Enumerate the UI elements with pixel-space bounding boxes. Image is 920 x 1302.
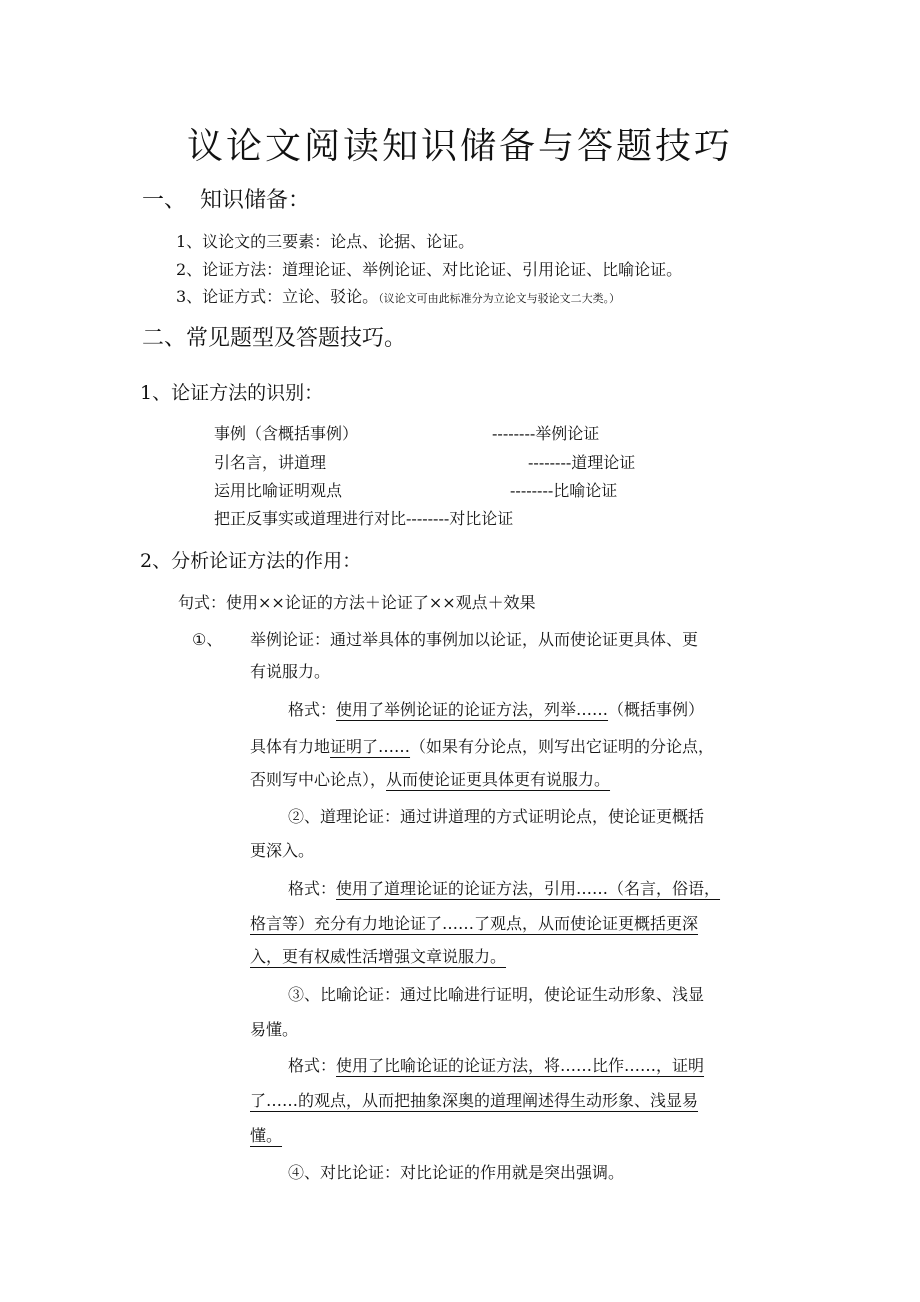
method-row-example: 事例（含概括事例） [214,424,359,443]
section-1-title: 知识储备： [200,188,311,213]
reason-desc-line-2: 更深入。 [250,841,315,860]
metaphor-format-line-2: 了……的观点，从而把抽象深奥的道理阐述得生动形象、浅显易 [250,1091,699,1110]
example-format-line-2 [250,734,714,757]
example-format-text-3a: 否则写中心论点）， [250,770,387,789]
reason-format-underlined-1: 使用了道理论证的论证方法，引用……（名言，俗语， [336,879,721,898]
example-format-text-2a: 具体有力地 [250,737,331,756]
method-row-reason: 引名言，讲道理 [214,453,327,472]
reason-format-line-2: 格言等）充分有力地论证了……了观点，从而使论证更概括更深 [250,914,699,933]
method-row-reason-answer: --------道理论证 [528,453,636,472]
metaphor-format-line-3: 懂。 [250,1126,283,1145]
method-row-metaphor: 运用比喻证明观点 [214,481,343,500]
section-1-number: 一、 [142,188,187,213]
method-row-example-answer: --------举例论证 [492,424,600,443]
example-format-text-2b: （如果有分论点，则写出它证明的分论点， [410,737,715,756]
example-format-underlined-3: 从而使论证更具体更有说服力。 [386,770,611,789]
example-format-underlined-1: 使用了举例论证的论证方法，列举…… [336,700,609,719]
reason-format-line-3: 入，更有权威性活增强文章说服力。 [250,947,507,966]
knowledge-item-1: 1、议论文的三要素：论点、论据、论证。 [176,232,475,251]
metaphor-desc-line-1: ③、比喻论证：通过比喻进行证明，使论证生动形象、浅显 [288,985,705,1004]
metaphor-desc-line-2: 易懂。 [250,1020,299,1039]
reason-format-line-1 [288,876,720,899]
example-desc-line-2: 有说服力。 [250,662,331,681]
format-label: 格式： [288,879,337,898]
section-2-heading: 二、常见题型及答题技巧。 [142,326,407,351]
method-row-contrast: 把正反事实或道理进行对比--------对比论证 [214,509,514,528]
knowledge-item-3-note: （议论文可由此标准分为立论文与驳论文二大类。） [378,292,621,305]
page-title: 议论文阅读知识储备与答题技巧 [186,126,733,167]
example-desc-line-1: 举例论证：通过举具体的事例加以论证，从而使论证更具体、更 [250,630,699,649]
knowledge-item-3 [176,284,620,307]
metaphor-format-line-1 [288,1053,704,1076]
section-1-heading [142,183,310,214]
example-format-underlined-2: 证明了…… [330,737,411,756]
metaphor-format-underlined-1: 使用了比喻论证的论证方法，将……比作……，证明 [336,1056,705,1075]
answer-pattern: 句式：使用××论证的方法＋论证了××观点＋效果 [178,593,536,612]
format-label: 格式： [288,1056,337,1075]
knowledge-item-3-text: 3、论证方式：立论、驳论。 [176,287,379,306]
format-label: 格式： [288,700,337,719]
reason-desc-line-1: ②、道理论证：通过讲道理的方式证明论点，使论证更概括 [288,807,705,826]
example-format-line-3 [250,767,610,790]
example-format-text-1: （概括事例） [608,700,705,719]
question-1-heading: 1、论证方法的识别： [140,382,324,404]
example-marker: ①、 [192,630,223,649]
contrast-desc: ④、对比论证：对比论证的作用就是突出强调。 [288,1163,625,1182]
method-row-metaphor-answer: --------比喻论证 [510,481,618,500]
example-format-line-1 [288,697,704,720]
knowledge-item-2: 2、论证方法：道理论证、举例论证、对比论证、引用论证、比喻论证。 [176,260,683,279]
question-2-heading: 2、分析论证方法的作用： [140,550,362,572]
